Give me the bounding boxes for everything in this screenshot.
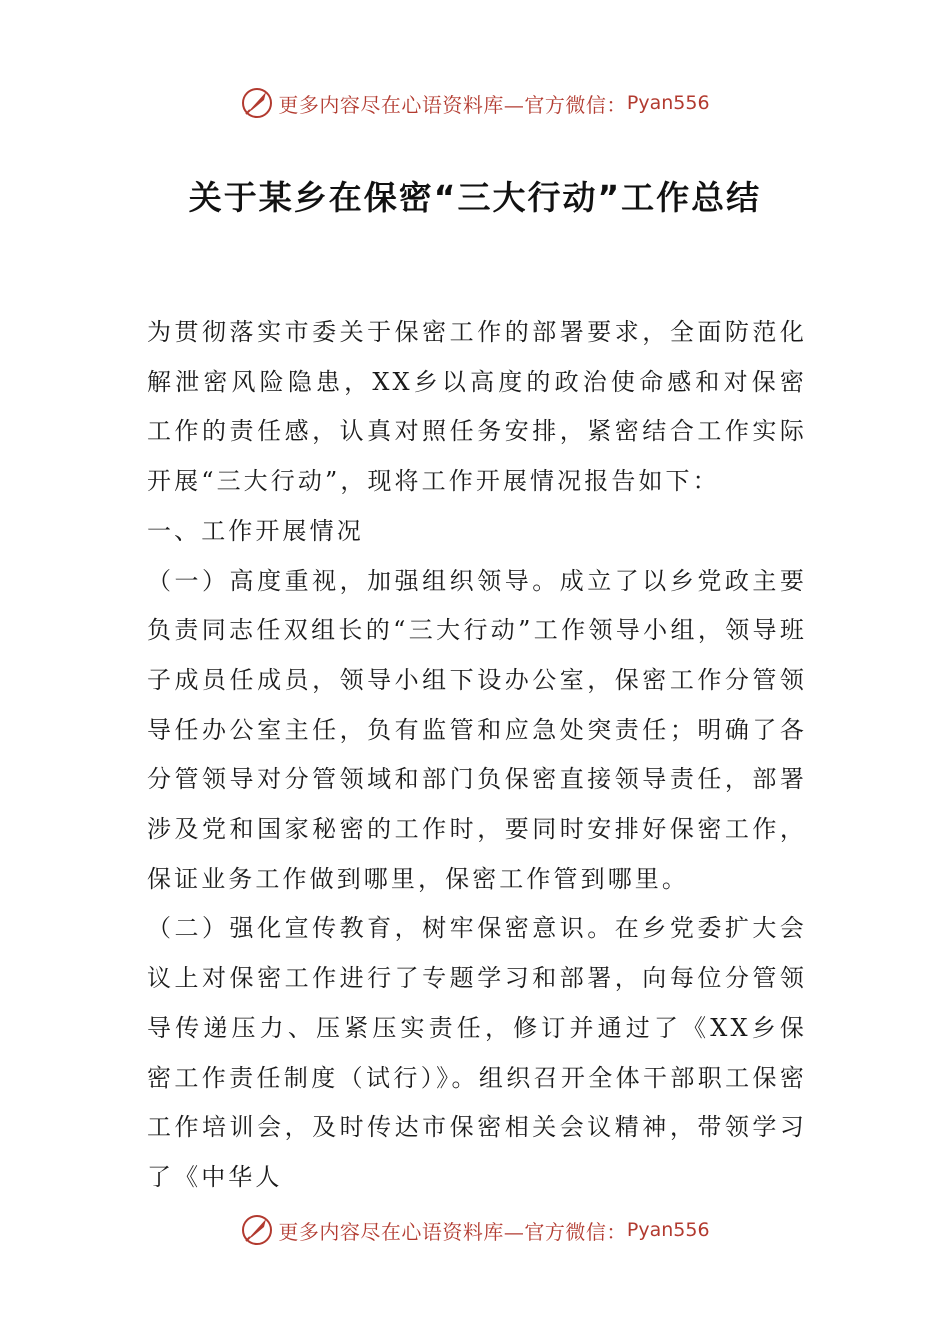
header-watermark	[0, 83, 950, 123]
watermark-wechat-id: Pyan556	[626, 1219, 710, 1241]
quill-logo-icon	[240, 1213, 274, 1247]
paragraph-item-2: （二）强化宣传教育，树牢保密意识。在乡党委扩大会议上对保密工作进行了专题学习和部署，向每位分管领导传递压力、压紧压实责任，修订并通过了《XX乡保密工作责任制度（试行）》。组织召开全体干部职工保密工作培训会，及时传达市保密相关会议精神，带领学习了《中华人	[147, 914, 807, 1191]
watermark-text: 更多内容尽在心语资料库—官方微信：	[278, 92, 627, 117]
document-body	[147, 308, 807, 1203]
footer-watermark	[0, 1210, 950, 1250]
paragraph-item-1: （一）高度重视，加强组织领导。成立了以乡党政主要负责同志任双组长的“三大行动”工作领导小组，领导班子成员任成员，领导小组下设办公室，保密工作分管领导任办公室主任，负有监管和应急处突责任；明确了各分管领导对分管领域和部门负保密直接领导责任，部署涉及党和国家秘密的工作时，要同时安排好保密工作，保证业务工作做到哪里，保密工作管到哪里。	[147, 566, 807, 893]
quill-logo-icon	[240, 86, 274, 120]
paragraph-intro: 为贯彻落实市委关于保密工作的部署要求，全面防范化解泄密风险隐患，XX乡以高度的政治使命感和对保密工作的责任感，认真对照任务安排，紧密结合工作实际开展“三大行动”，现将工作开展情况报告如下：	[147, 318, 807, 496]
document-title: 关于某乡在保密“三大行动”工作总结	[188, 178, 762, 217]
section-heading: 一、工作开展情况	[147, 516, 364, 545]
watermark-text: 更多内容尽在心语资料库—官方微信：	[278, 1219, 627, 1244]
watermark-wechat-id: Pyan556	[626, 92, 710, 114]
